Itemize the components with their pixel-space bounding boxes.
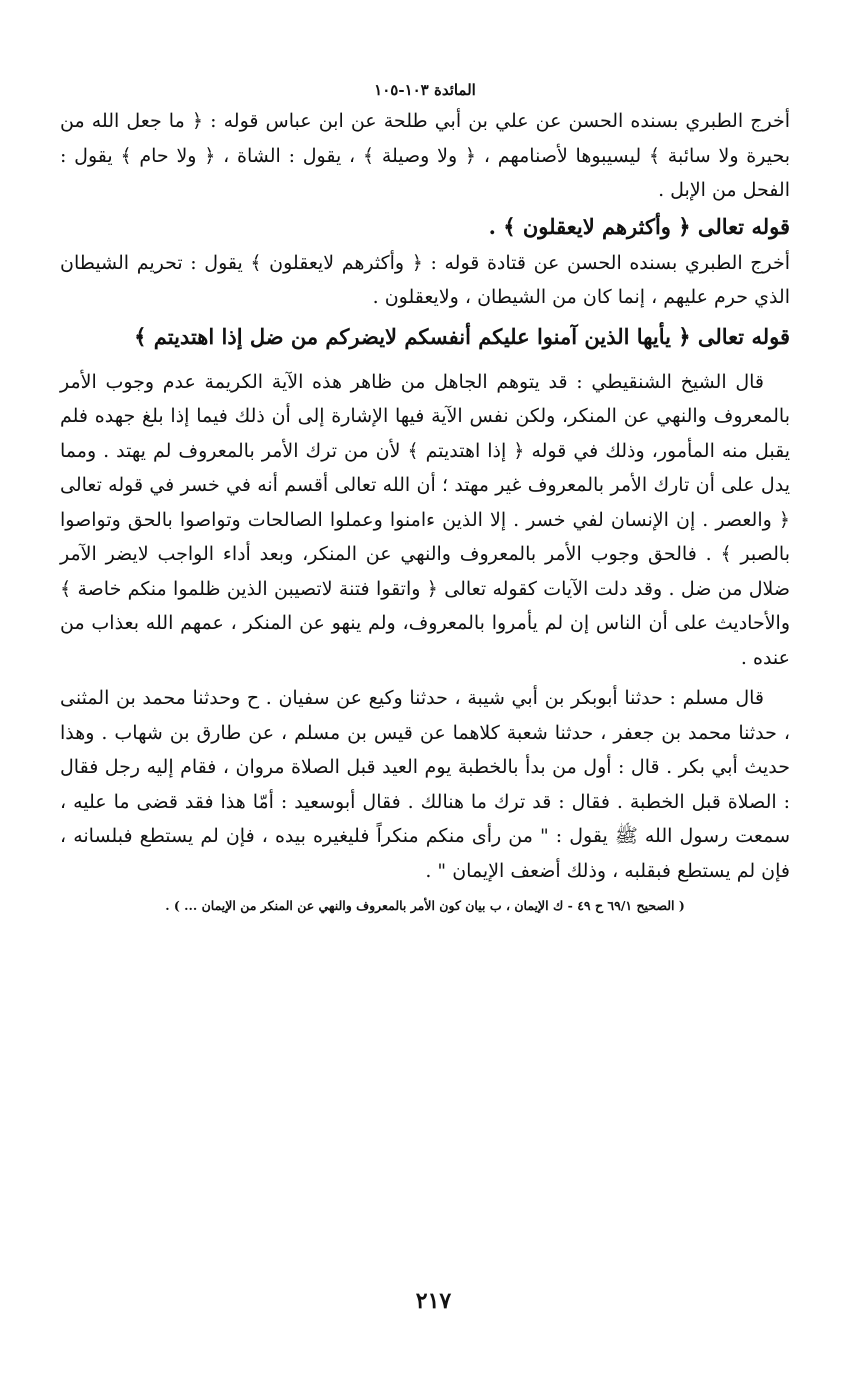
paragraph-tabari-qatada: أخرج الطبري بسنده الحسن عن قتادة قوله : ﴿ وأكثرهم لايعقلون ﴾ يقول : تحريم الشيطان الذي حرم عليهم ، إنما كان من الشيطان ، ولايعقلون . [60,251,790,308]
footnote-reference: ( الصحيح ٦٩/١ ح ٤٩ - ك الإيمان ، ب بيان كون الأمر بالمعروف والنهي عن المنكر من الإيمان ... ) . [165,898,685,913]
page-number: ٢١٧ [415,1288,452,1314]
paragraph-shinqiti: قال الشيخ الشنقيطي : قد يتوهم الجاهل من ظاهر هذه الآية الكريمة عدم وجوب الأمر بالمعروف والنهي عن المنكر، ولكن نفس الآية فيها الإشارة إلى أن ذلك فيما إذا بلغ جهده فلم يقبل منه المأمور، وذلك في قوله ﴿ إذا اهتديتم ﴾ لأن من ترك الأمر بالمعروف لم يهتد . ومما يدل على أن تارك الأمر بالمعروف غير مهتد ؛ أن الله تعالى أقسم أنه في خسر في قوله تعالى ﴿ والعصر . إن الإنسان لفي خسر . إلا الذين ءامنوا وعملوا الصالحات وتواصوا بالحق وتواصوا بالصبر ﴾ . فالحق وجوب الأمر بالمعروف والنهي عن المنكر، وبعد أداء الواجب لايضر الآمر ضلال من ضل . وقد دلت الآيات كقوله تعالى ﴿ واتقوا فتنة لاتصيبن الذين ظلموا منكم خاصة ﴾ والأحاديث على أن الناس إن لم يأمروا بالمعروف، ولم ينهو عن المنكر ، عمهم الله بعذاب من عنده . [60,370,790,669]
page-body [60,80,790,916]
running-header: المائدة ١٠٣-١٠٥ [374,81,476,99]
paragraph-muslim-hadith: قال مسلم : حدثنا أبوبكر بن أبي شيبة ، حدثنا وكيع عن سفيان . ح وحدثنا محمد بن المثنى ، حدثنا محمد بن جعفر ، حدثنا شعبة كلاهما عن قيس بن مسلم ، عن طارق بن شهاب . وهذا حديث أبي بكر . قال : أول من بدأ بالخطبة يوم العيد قبل الصلاة مروان ، فقام إليه رجل فقال : الصلاة قبل الخطبة . فقال : قد ترك ما هنالك . فقال أبوسعيد : أمّا هذا فقد قضى ما عليه ، سمعت رسول الله ﷺ يقول : " من رأى منكم منكراً فليغيره بيده ، فإن لم يستطع فبلسانه ، فإن لم يستطع فبقلبه ، وذلك أضعف الإيمان " . [60,687,790,882]
verse-heading-alaykum-anfusakum: قوله تعالى ﴿ يأيها الذين آمنوا عليكم أنفسكم لايضركم من ضل إذا اهتديتم ﴾ [134,323,790,349]
verse-heading-akthar: قوله تعالى ﴿ وأكثرهم لايعقلون ﴾ . [488,213,790,239]
paragraph-tabari-ibn-abbas: أخرج الطبري بسنده الحسن عن علي بن أبي طلحة عن ابن عباس قوله : ﴿ ما جعل الله من بحيرة ولا سائبة ﴾ ليسيبوها لأصنامهم ، ﴿ ولا وصيلة ﴾ ، يقول : الشاة ، ﴿ ولا حام ﴾ يقول : الفحل من الإبل . [60,110,790,201]
